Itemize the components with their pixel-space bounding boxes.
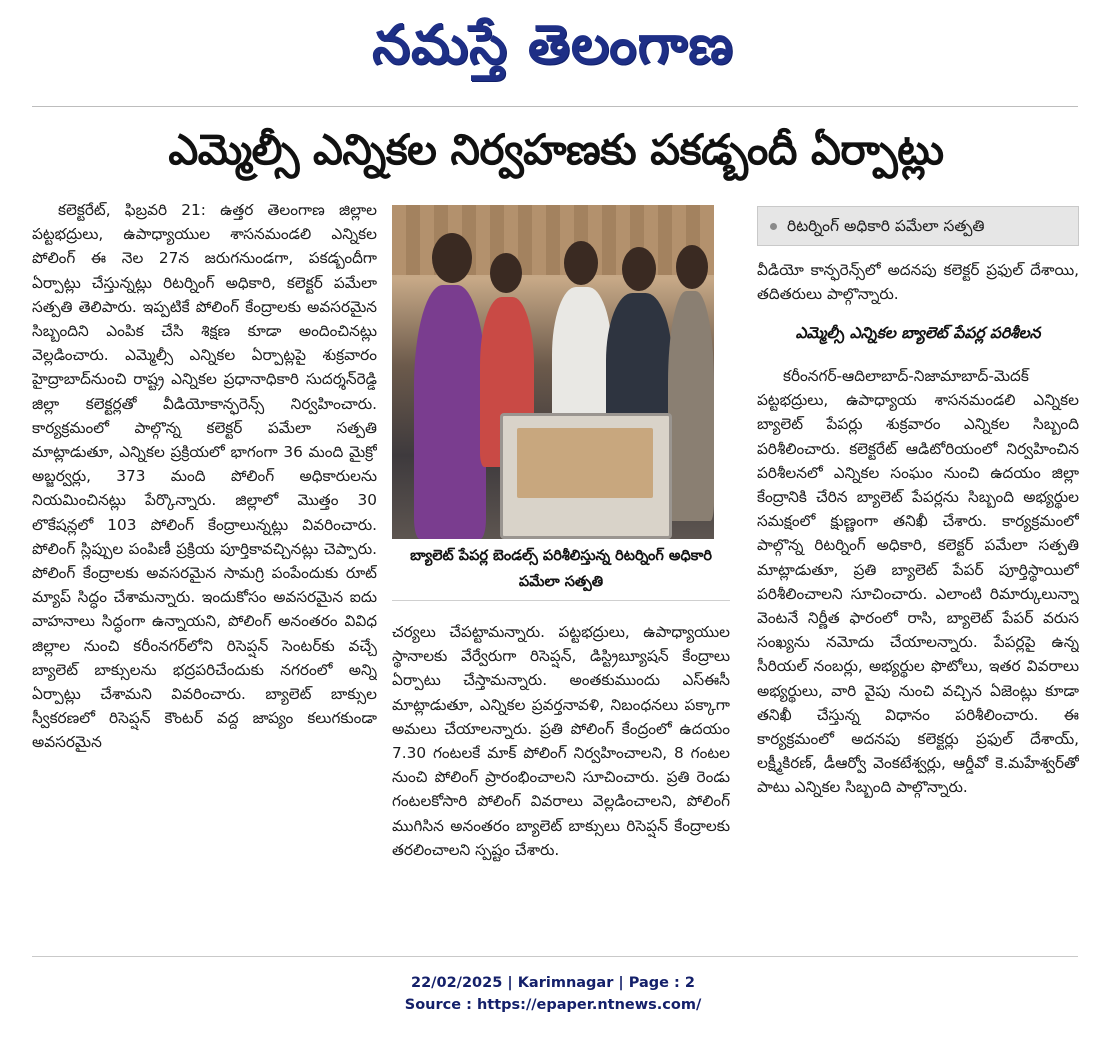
photo-figure-head — [676, 245, 708, 289]
photo-figure-head — [490, 253, 522, 293]
section-subheading: ఎమ్మెల్సీ ఎన్నికల బ్యాలెట్ పేపర్ల పరిశీలన — [795, 324, 1041, 342]
article-column-left — [32, 198, 377, 948]
left-column-text: కలెక్టరేట్, ఫిబ్రవరి 21: ఉత్తర తెలంగాణ జిల్లాల పట్టభద్రులు, ఉపాధ్యాయుల శాసనమండలి ఎన్నికల పోలింగ్ ఈ నెల 27న జరుగనుండగా, పకడ్బందీగా ఏర్పాట్లు చేస్తున్నట్లు రిటర్నింగ్ అధికారి, కలెక్టర్ పమేలా సత్పతి తెలిపారు. ఇప్పటికే పోలింగ్ కేంద్రాలకు అవసరమైన సిబ్బందిని ఎంపిక చేసి శిక్షణ కూడా అందించినట్లు వెల్లడించారు. ఎమ్మెల్సీ ఎన్నికల ఏర్పాట్లపై శుక్రవారం హైద్రాబాద్‌నుంచి రాష్ట్ర ఎన్నికల ప్రధానాధికారి సుదర్శన్‌రెడ్డి జిల్లా కలెక్టర్లతో వీడియోకాన్ఫరెన్స్ నిర్వహించారు. కార్యక్రమంలో పాల్గొన్న కలెక్టర్ పమేలా సత్పతి మాట్లాడుతూ, ఎన్నికల ప్రక్రియలో భాగంగా 36 మంది మైక్రో అబ్జర్వర్లు, 373 మంది పోలింగ్ అధికారులను నియమించినట్లు పేర్కొన్నారు. జిల్లాలో మొత్తం 30 లొకేషన్లలో 103 పోలింగ్ కేంద్రాలున్నట్లు వివరించారు. పోలింగ్ స్లిప్పుల పంపిణీ ప్రక్రియ పూర్తికావచ్చినట్లు చెప్పారు. పోలింగ్ కేంద్రాలకు అవసరమైన సామగ్రి పంపేందుకు రూట్ మ్యాప్ సిద్ధం చేశామన్నారు. ఇందుకోసం అవసరమైన ఐదు వాహనాలు సిద్ధంగా ఉన్నాయని, పోలింగ్ అనంతరం వివిధ జిల్లాల నుంచి కరీంనగర్‌లోని రిసెప్షన్ సెంటర్‌కు వచ్చే బ్యాలెట్ బాక్సులను భద్రపరిచేందుకు నగరంలో అన్ని ఏర్పాట్లు చేశామని వివరించారు. బ్యాలెట్ బాక్సుల స్వీకరణలో రిసెప్షన్ కౌంటర్ వద్ద జాప్యం కలుగకుండా అవసరమైన — [32, 201, 377, 752]
top-divider — [32, 106, 1078, 107]
article-photo — [392, 205, 714, 539]
caption-divider — [392, 600, 730, 601]
photo-figure-head — [564, 241, 598, 285]
subtitle-box — [757, 206, 1079, 246]
page-footer — [0, 972, 1106, 1016]
article-column-right-top — [757, 258, 1079, 308]
newspaper-masthead: నమస్తే తెలంగాణ — [372, 12, 734, 76]
article-column-middle — [392, 620, 730, 950]
right-column-top-text: వీడియో కాన్ఫరెన్స్‌లో అదనపు కలెక్టర్ ప్రఫుల్ దేశాయి, తదితరులు పాల్గొన్నారు. — [757, 261, 1079, 304]
article-column-right — [757, 364, 1079, 944]
bullet-icon — [770, 223, 777, 230]
right-column-text: కరీంనగర్-ఆదిలాబాద్-నిజామాబాద్-మెదక్ పట్టభద్రులు, ఉపాధ్యాయ శాసనమండలి ఎన్నికల బ్యాలెట్ పేపర్లు శుక్రవారం ఎన్నికల సిబ్బంది పరిశీలించారు. కలెక్టరేట్ ఆడిటోరియంలో నిర్వహించిన పరిశీలనలో ఎన్నికల సంఘం నుంచి ఉదయం జిల్లా కేంద్రానికి చేరిన బ్యాలెట్ పేపర్లను సిబ్బంది అభ్యర్థుల సమక్షంలో క్షుణ్ణంగా తనిఖీ చేశారు. కార్యక్రమంలో పాల్గొన్న రిటర్నింగ్ అధికారి, కలెక్టర్ పమేలా సత్పతి మాట్లాడుతూ, ప్రతి బ్యాలెట్ పేపర్ పూర్తిస్థాయిలో పరిశీలించాలని సూచించారు. ఎలాంటి రిమార్కులున్నా వెంటనే నిర్ణీత ఫారంలో రాసి, బ్యాలెట్ పేపర్ వరుస సంఖ్యను నమోదు చేయాలన్నారు. పేపర్లపై ఉన్న సీరియల్ నంబర్లు, అభ్యర్థుల ఫొటోలు, ఇతర వివరాలు అభ్యర్థులు, వారి వైపు నుంచి వచ్చిన ఏజెంట్లు కూడా తనిఖీ చేస్తున్న విధానం పరిశీలించారు. ఈ కార్యక్రమంలో అదనపు కలెక్టర్లు ప్రఫుల్ దేశాయ్, లక్ష్మీకిరణ్, డీఆర్వో వెంకటేశ్వర్లు, ఆర్డీవో కె.మహేశ్వర్‌తో పాటు ఎన్నికల సిబ్బంది పాల్గొన్నారు. — [757, 367, 1079, 797]
article-headline: ఎమ్మెల్సీ ఎన్నికల నిర్వహణకు పకడ్బందీ ఏర్పాట్లు — [168, 125, 944, 174]
footer-source: Source : https://epaper.ntnews.com/ — [404, 997, 702, 1013]
photo-figure-right — [668, 291, 714, 521]
photo-ballot-box — [500, 413, 672, 539]
subtitle-text: రిటర్నింగ్ అధికారి పమేలా సత్పతి — [787, 217, 985, 235]
photo-ballot-bundles — [517, 428, 653, 498]
photo-figure-head — [432, 233, 472, 283]
bottom-divider — [32, 956, 1078, 957]
photo-figure-head — [622, 247, 656, 291]
photo-figure-woman-purple — [414, 285, 486, 539]
middle-column-text: చర్యలు చేపట్టామన్నారు. పట్టభద్రులు, ఉపాధ్యాయుల స్థానాలకు వేర్వేరుగా రిసెప్షన్, డిస్ట్రిబ్యూషన్ కేంద్రాలు ఏర్పాటు చేస్తామన్నారు. అంతకుముందు ఎస్ఈసీ మాట్లాడుతూ, ఎన్నికల ప్రవర్తనావళి, నిబంధనలు పక్కాగా అమలు చేయాలన్నారు. ప్రతి పోలింగ్ కేంద్రంలో ఉదయం 7.30 గంటలకే మాక్ పోలింగ్ నిర్వహించాలని, 8 గంటల నుంచి పోలింగ్ ప్రారంభించాలని సూచించారు. ప్రతి రెండు గంటలకోసారి పోలింగ్ వివరాలు వెల్లడించాలని, పోలింగ్ ముగిసిన అనంతరం బ్యాలెట్ బాక్సులు రిసెప్షన్ కేంద్రాలకు తరలించాలని స్పష్టం చేశారు. — [392, 623, 730, 859]
footer-date-edition: 22/02/2025 | Karimnagar | Page : 2 — [411, 975, 695, 991]
photo-caption: బ్యాలెట్ పేపర్ల బెండల్స్ పరిశీలిస్తున్న రిటర్నింగ్ అధికారి పమేలా సత్పతి — [410, 548, 712, 590]
